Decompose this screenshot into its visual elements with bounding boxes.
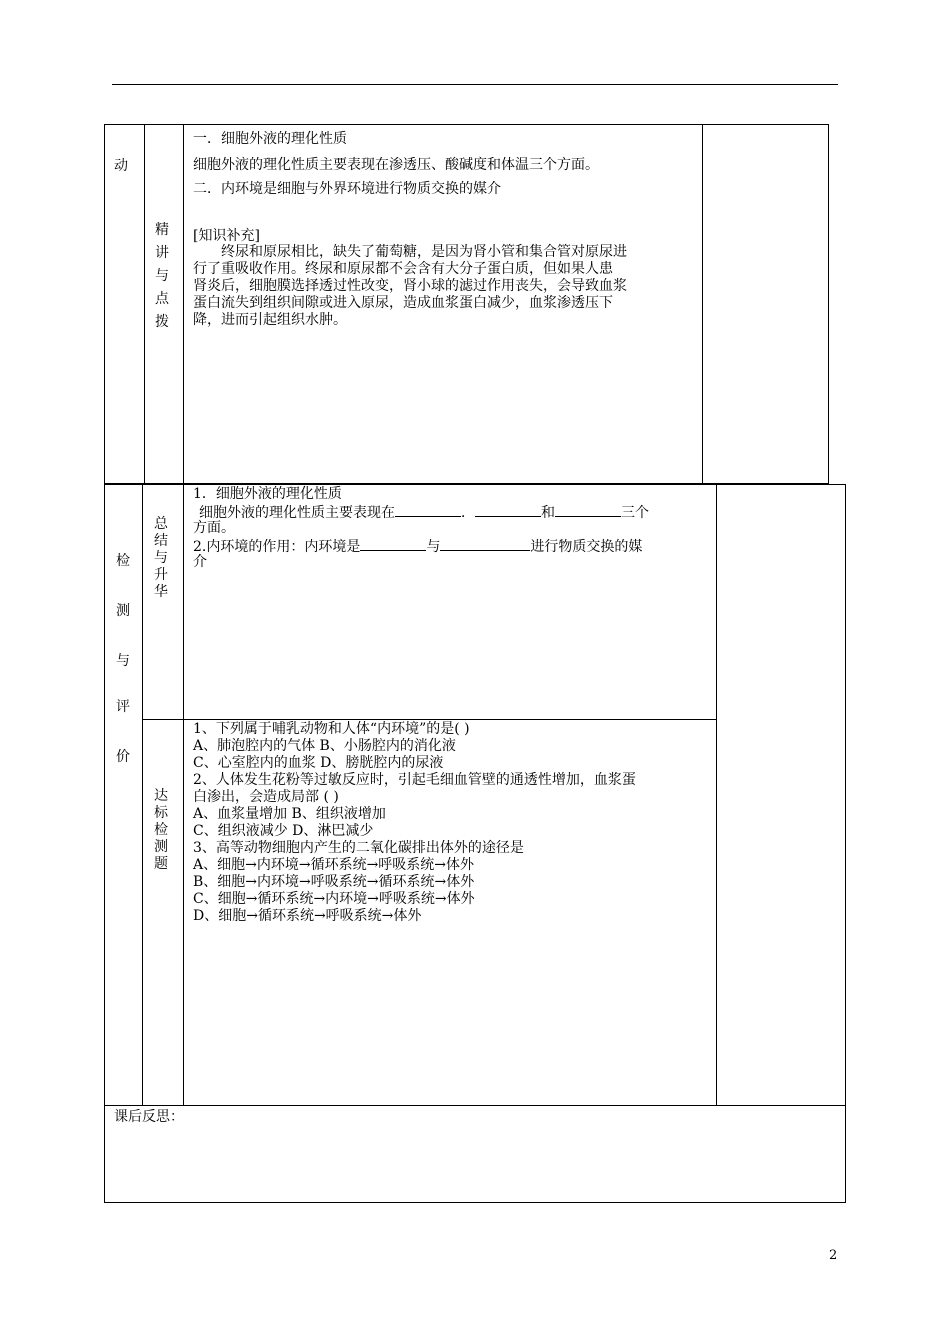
test-line: C、心室腔内的血浆 D、膀胱腔内的尿液 bbox=[193, 755, 444, 771]
test-line: A、肺泡腔内的气体 B、小肠腔内的消化液 bbox=[193, 738, 456, 754]
fill-blank bbox=[555, 503, 621, 517]
test-line: D、细胞→循环系统→呼吸系统→体外 bbox=[193, 908, 422, 924]
fill-blank bbox=[475, 503, 541, 517]
divider bbox=[144, 124, 145, 484]
test-line: 1、下列属于哺乳动物和人体“内环境”的是( ) bbox=[193, 721, 470, 737]
test-line: 白渗出，会造成局部 ( ) bbox=[193, 789, 339, 805]
jingjiang-label: 精 讲 与 点 拨 bbox=[155, 222, 169, 330]
supplement-line: 蛋白流失到组织间隙或进入原尿，造成血浆蛋白减少，血浆渗透压下 bbox=[193, 295, 613, 311]
heading-1: 一．细胞外液的理化性质 bbox=[193, 131, 347, 147]
fill-blank bbox=[360, 537, 426, 551]
page-number: 2 bbox=[829, 1248, 838, 1263]
test-line: 2、人体发生花粉等过敏反应时，引起毛细血管壁的通透性增加，血浆蛋 bbox=[193, 772, 636, 788]
divider bbox=[183, 124, 184, 484]
summary-label: 总 结 与 升 华 bbox=[154, 516, 168, 600]
supplement-title: [知识补充] bbox=[193, 228, 260, 244]
test-line: 3、高等动物细胞内产生的二氧化碳排出体外的途径是 bbox=[193, 840, 524, 856]
test-line: C、细胞→循环系统→内环境→呼吸系统→体外 bbox=[193, 891, 475, 907]
summary-q2-line: 2.内环境的作用：内环境是 与 进行物质交换的媒 bbox=[193, 539, 643, 555]
divider bbox=[142, 484, 143, 1105]
supplement-line: 肾炎后，细胞膜选择透过性改变，肾小球的滤过作用丧失，会导致血浆 bbox=[193, 278, 627, 294]
test-line: A、细胞→内环境→循环系统→呼吸系统→体外 bbox=[193, 857, 475, 873]
divider bbox=[104, 1105, 846, 1106]
divider bbox=[702, 124, 703, 484]
divider bbox=[142, 719, 716, 720]
header-rule bbox=[112, 84, 838, 85]
summary-q1-title: 1．细胞外液的理化性质 bbox=[193, 486, 342, 502]
divider bbox=[183, 484, 184, 1105]
divider bbox=[716, 484, 717, 1105]
supplement-line: 降，进而引起组织水肿。 bbox=[193, 312, 347, 328]
fill-blank bbox=[395, 503, 461, 517]
test-line: A、血浆量增加 B、组织液增加 bbox=[193, 806, 386, 822]
content-line-1: 细胞外液的理化性质主要表现在渗透压、酸碱度和体温三个方面。 bbox=[193, 157, 599, 173]
summary-q1-line: 细胞外液的理化性质主要表现在 ． 和 三个 bbox=[199, 505, 649, 521]
test-line: C、组织液减少 D、淋巴减少 bbox=[193, 823, 374, 839]
heading-2: 二．内环境是细胞与外界环境进行物质交换的媒介 bbox=[193, 181, 501, 197]
supplement-line: 行了重吸收作用。终尿和原尿都不会含有大分子蛋白质，但如果人患 bbox=[193, 261, 613, 277]
section-label-dong: 动 bbox=[114, 158, 128, 174]
fill-blank bbox=[440, 537, 530, 551]
reflection-label: 课后反思： bbox=[114, 1109, 184, 1125]
supplement-line: 终尿和原尿相比，缺失了葡萄糖，是因为肾小管和集合管对原尿进 bbox=[221, 244, 627, 260]
jiance-label: 检 测 与 评 价 bbox=[116, 553, 130, 765]
summary-q1-line-b: 方面。 bbox=[193, 520, 235, 536]
test-line: B、细胞→内环境→呼吸系统→循环系统→体外 bbox=[193, 874, 475, 890]
test-label: 达 标 检 测 题 bbox=[154, 788, 168, 872]
summary-q2-line-b: 介 bbox=[193, 554, 207, 570]
